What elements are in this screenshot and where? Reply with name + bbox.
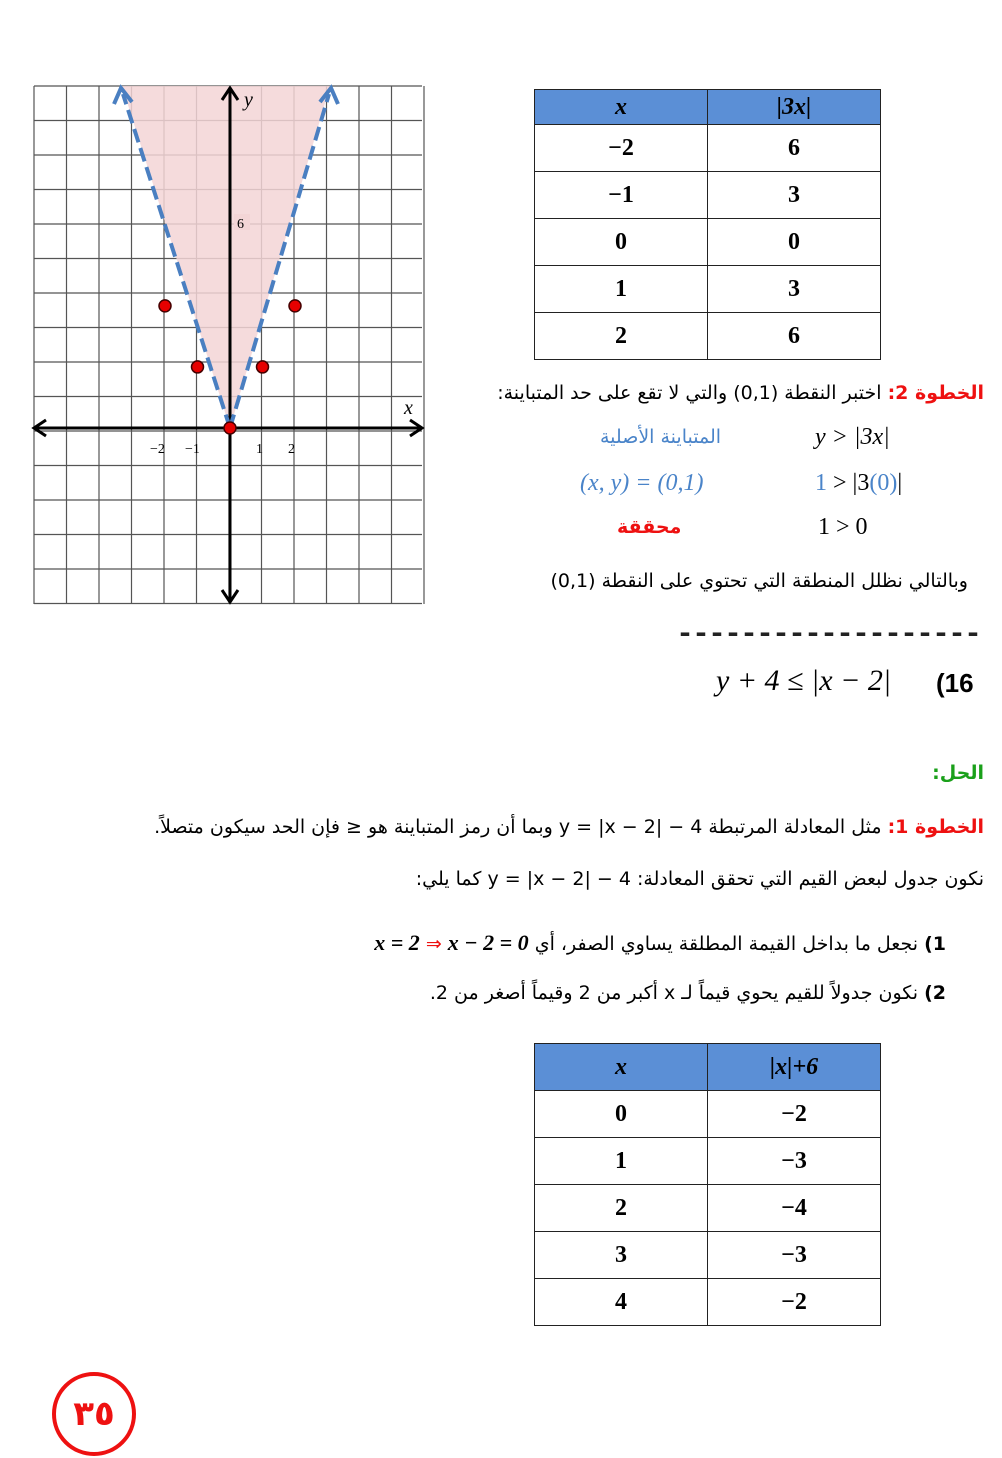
table-cell: 0 bbox=[535, 219, 708, 266]
table-row bbox=[535, 266, 881, 313]
item1-text: نجعل ما بداخل القيمة المطلقة يساوي الصفر، أي bbox=[528, 933, 925, 955]
check-row1-left: y > |3x| bbox=[815, 424, 890, 450]
table2-header-x: x bbox=[535, 1044, 708, 1091]
check-row2-value: 1 bbox=[815, 470, 827, 496]
values-table-2 bbox=[534, 1043, 881, 1326]
y-tick-6: 6 bbox=[237, 217, 244, 232]
item1-line bbox=[246, 930, 946, 956]
item1-math-b: x = 2 bbox=[374, 930, 420, 955]
x-tick-neg2: −2 bbox=[150, 442, 165, 457]
solution-label: الحل: bbox=[932, 762, 984, 784]
table2-header-expr: |x|+6 bbox=[708, 1044, 881, 1091]
conclusion-text: وبالتالي نظلل المنطقة التي تحتوي على النقطة (0,1) bbox=[550, 570, 968, 592]
table1-header-abs: |3x| bbox=[708, 90, 881, 125]
table-row bbox=[535, 313, 881, 360]
table-row bbox=[535, 125, 881, 172]
step2-label: الخطوة 2: bbox=[887, 382, 984, 404]
table-row bbox=[535, 1232, 881, 1279]
table-cell: −3 bbox=[708, 1138, 881, 1185]
check-row3-left: 1 > 0 bbox=[818, 514, 868, 540]
section-divider: ------------------- bbox=[676, 618, 981, 652]
graph-point bbox=[192, 361, 204, 373]
implies-arrow: ⇒ bbox=[419, 933, 448, 955]
table-row bbox=[535, 1185, 881, 1232]
table-cell: 4 bbox=[535, 1279, 708, 1326]
y-axis-label: y bbox=[244, 89, 253, 111]
table-cell: 6 bbox=[708, 125, 881, 172]
shaded-region bbox=[122, 86, 330, 428]
check-row3-right: محققة bbox=[617, 516, 682, 538]
table-row bbox=[535, 1279, 881, 1326]
values-table-1 bbox=[534, 89, 881, 360]
graph-point bbox=[224, 422, 236, 434]
problem-expression: y + 4 ≤ |x − 2| bbox=[716, 664, 892, 697]
table-row bbox=[535, 172, 881, 219]
table-row bbox=[535, 1091, 881, 1138]
x-tick-neg1: −1 bbox=[185, 442, 200, 457]
table-row bbox=[535, 1138, 881, 1185]
table-intro: نكون جدول لبعض القيم التي تحقق المعادلة: y = |x − 2| − 4 كما يلي: bbox=[415, 868, 984, 890]
item1-math-a: x − 2 = 0 bbox=[447, 930, 529, 955]
table-cell: 6 bbox=[708, 313, 881, 360]
problem-number: (16 bbox=[936, 668, 974, 698]
table-cell: 2 bbox=[535, 1185, 708, 1232]
table-cell: 3 bbox=[708, 266, 881, 313]
table-cell: 3 bbox=[708, 172, 881, 219]
step2-line bbox=[424, 382, 984, 404]
graph-point bbox=[159, 300, 171, 312]
item1-number: 1) bbox=[924, 933, 946, 955]
graph-point bbox=[289, 300, 301, 312]
item2-number: 2) bbox=[924, 982, 946, 1004]
step1-label: الخطوة 1: bbox=[887, 816, 984, 838]
graph-point bbox=[257, 361, 269, 373]
check-row2-end: | bbox=[897, 470, 903, 496]
table-cell: −2 bbox=[535, 125, 708, 172]
table-cell: −2 bbox=[708, 1279, 881, 1326]
coordinate-graph bbox=[30, 82, 430, 608]
table-cell: −2 bbox=[708, 1091, 881, 1138]
x-axis-label: x bbox=[404, 397, 413, 419]
table-cell: 0 bbox=[535, 1091, 708, 1138]
table-cell: 0 bbox=[708, 219, 881, 266]
step2-text: اختبر النقطة (0,1) والتي لا تقع على حد المتباينة: bbox=[497, 382, 888, 404]
table-cell: −4 bbox=[708, 1185, 881, 1232]
check-row2-sub: (0) bbox=[869, 470, 898, 496]
check-row2-mid: > |3 bbox=[827, 470, 870, 496]
table-cell: −1 bbox=[535, 172, 708, 219]
table-cell: 2 bbox=[535, 313, 708, 360]
step1-text: مثل المعادلة المرتبطة y = |x − 2| − 4 وبما أن رمز المتباينة هو ≤ فإن الحد سيكون متصلاً. bbox=[154, 816, 888, 838]
table-cell: 3 bbox=[535, 1232, 708, 1279]
x-tick-1: 1 bbox=[256, 442, 263, 457]
page-number-badge bbox=[52, 1372, 136, 1456]
table-row bbox=[535, 219, 881, 266]
check-row2-left bbox=[815, 470, 902, 497]
table-cell: 1 bbox=[535, 1138, 708, 1185]
table-cell: 1 bbox=[535, 266, 708, 313]
check-row1-right: المتباينة الأصلية bbox=[600, 426, 722, 448]
step1-line bbox=[34, 816, 984, 838]
table-cell: −3 bbox=[708, 1232, 881, 1279]
item2-line bbox=[246, 982, 946, 1004]
page-number: ٣٥ bbox=[73, 1394, 115, 1434]
item2-text: نكون جدولاً للقيم يحوي قيماً لـ x أكبر من 2 وقيماً أصغر من 2. bbox=[429, 982, 925, 1004]
check-row2-right: (x, y) = (0,1) bbox=[580, 470, 704, 496]
x-tick-2: 2 bbox=[288, 442, 295, 457]
table1-header-x: x bbox=[535, 90, 708, 125]
